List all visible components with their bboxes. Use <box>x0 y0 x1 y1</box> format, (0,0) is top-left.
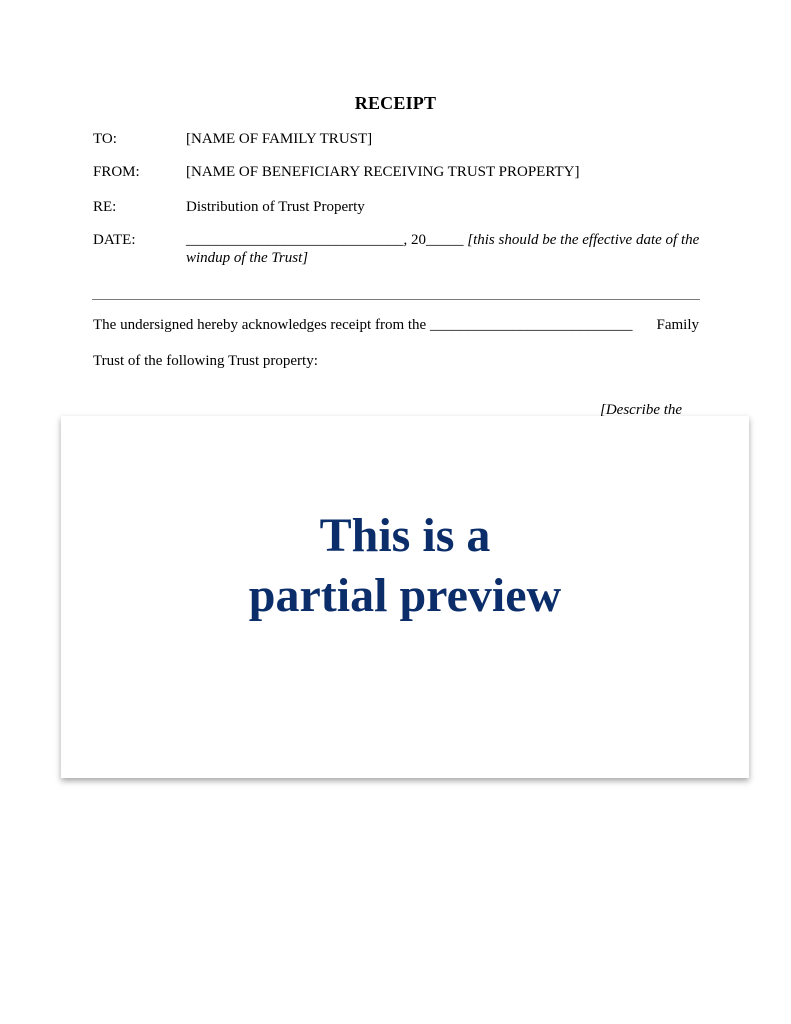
from-value: [NAME OF BENEFICIARY RECEIVING TRUST PROPERTY] <box>186 164 580 180</box>
body-paragraph-line-2: Trust of the following Trust property: <box>93 353 318 369</box>
date-blank: _____________________________, 20_____ <box>186 232 468 248</box>
body-paragraph-line-1 <box>93 316 699 334</box>
section-divider <box>92 299 700 300</box>
from-label: FROM: <box>93 164 140 180</box>
preview-line-1: This is a <box>319 509 491 562</box>
re-value: Distribution of Trust Property <box>186 199 365 215</box>
document-title: RECEIPT <box>354 93 437 113</box>
date-note: [this should be the effective date of the windup of the Trust] <box>186 232 700 266</box>
body-line-1-end: Family <box>656 317 699 333</box>
partial-preview-message <box>61 506 749 626</box>
preview-line-2: partial preview <box>248 569 562 622</box>
to-label: TO: <box>93 131 117 147</box>
partial-preview-overlay <box>61 416 749 778</box>
cutoff-instruction-text: [Describe the <box>600 402 683 416</box>
date-value <box>186 231 701 267</box>
re-label: RE: <box>93 199 117 215</box>
body-line-1-text: The undersigned hereby acknowledges receipt from the ___________________________ <box>93 317 633 333</box>
date-label: DATE: <box>93 232 136 248</box>
to-value: [NAME OF FAMILY TRUST] <box>186 131 373 147</box>
